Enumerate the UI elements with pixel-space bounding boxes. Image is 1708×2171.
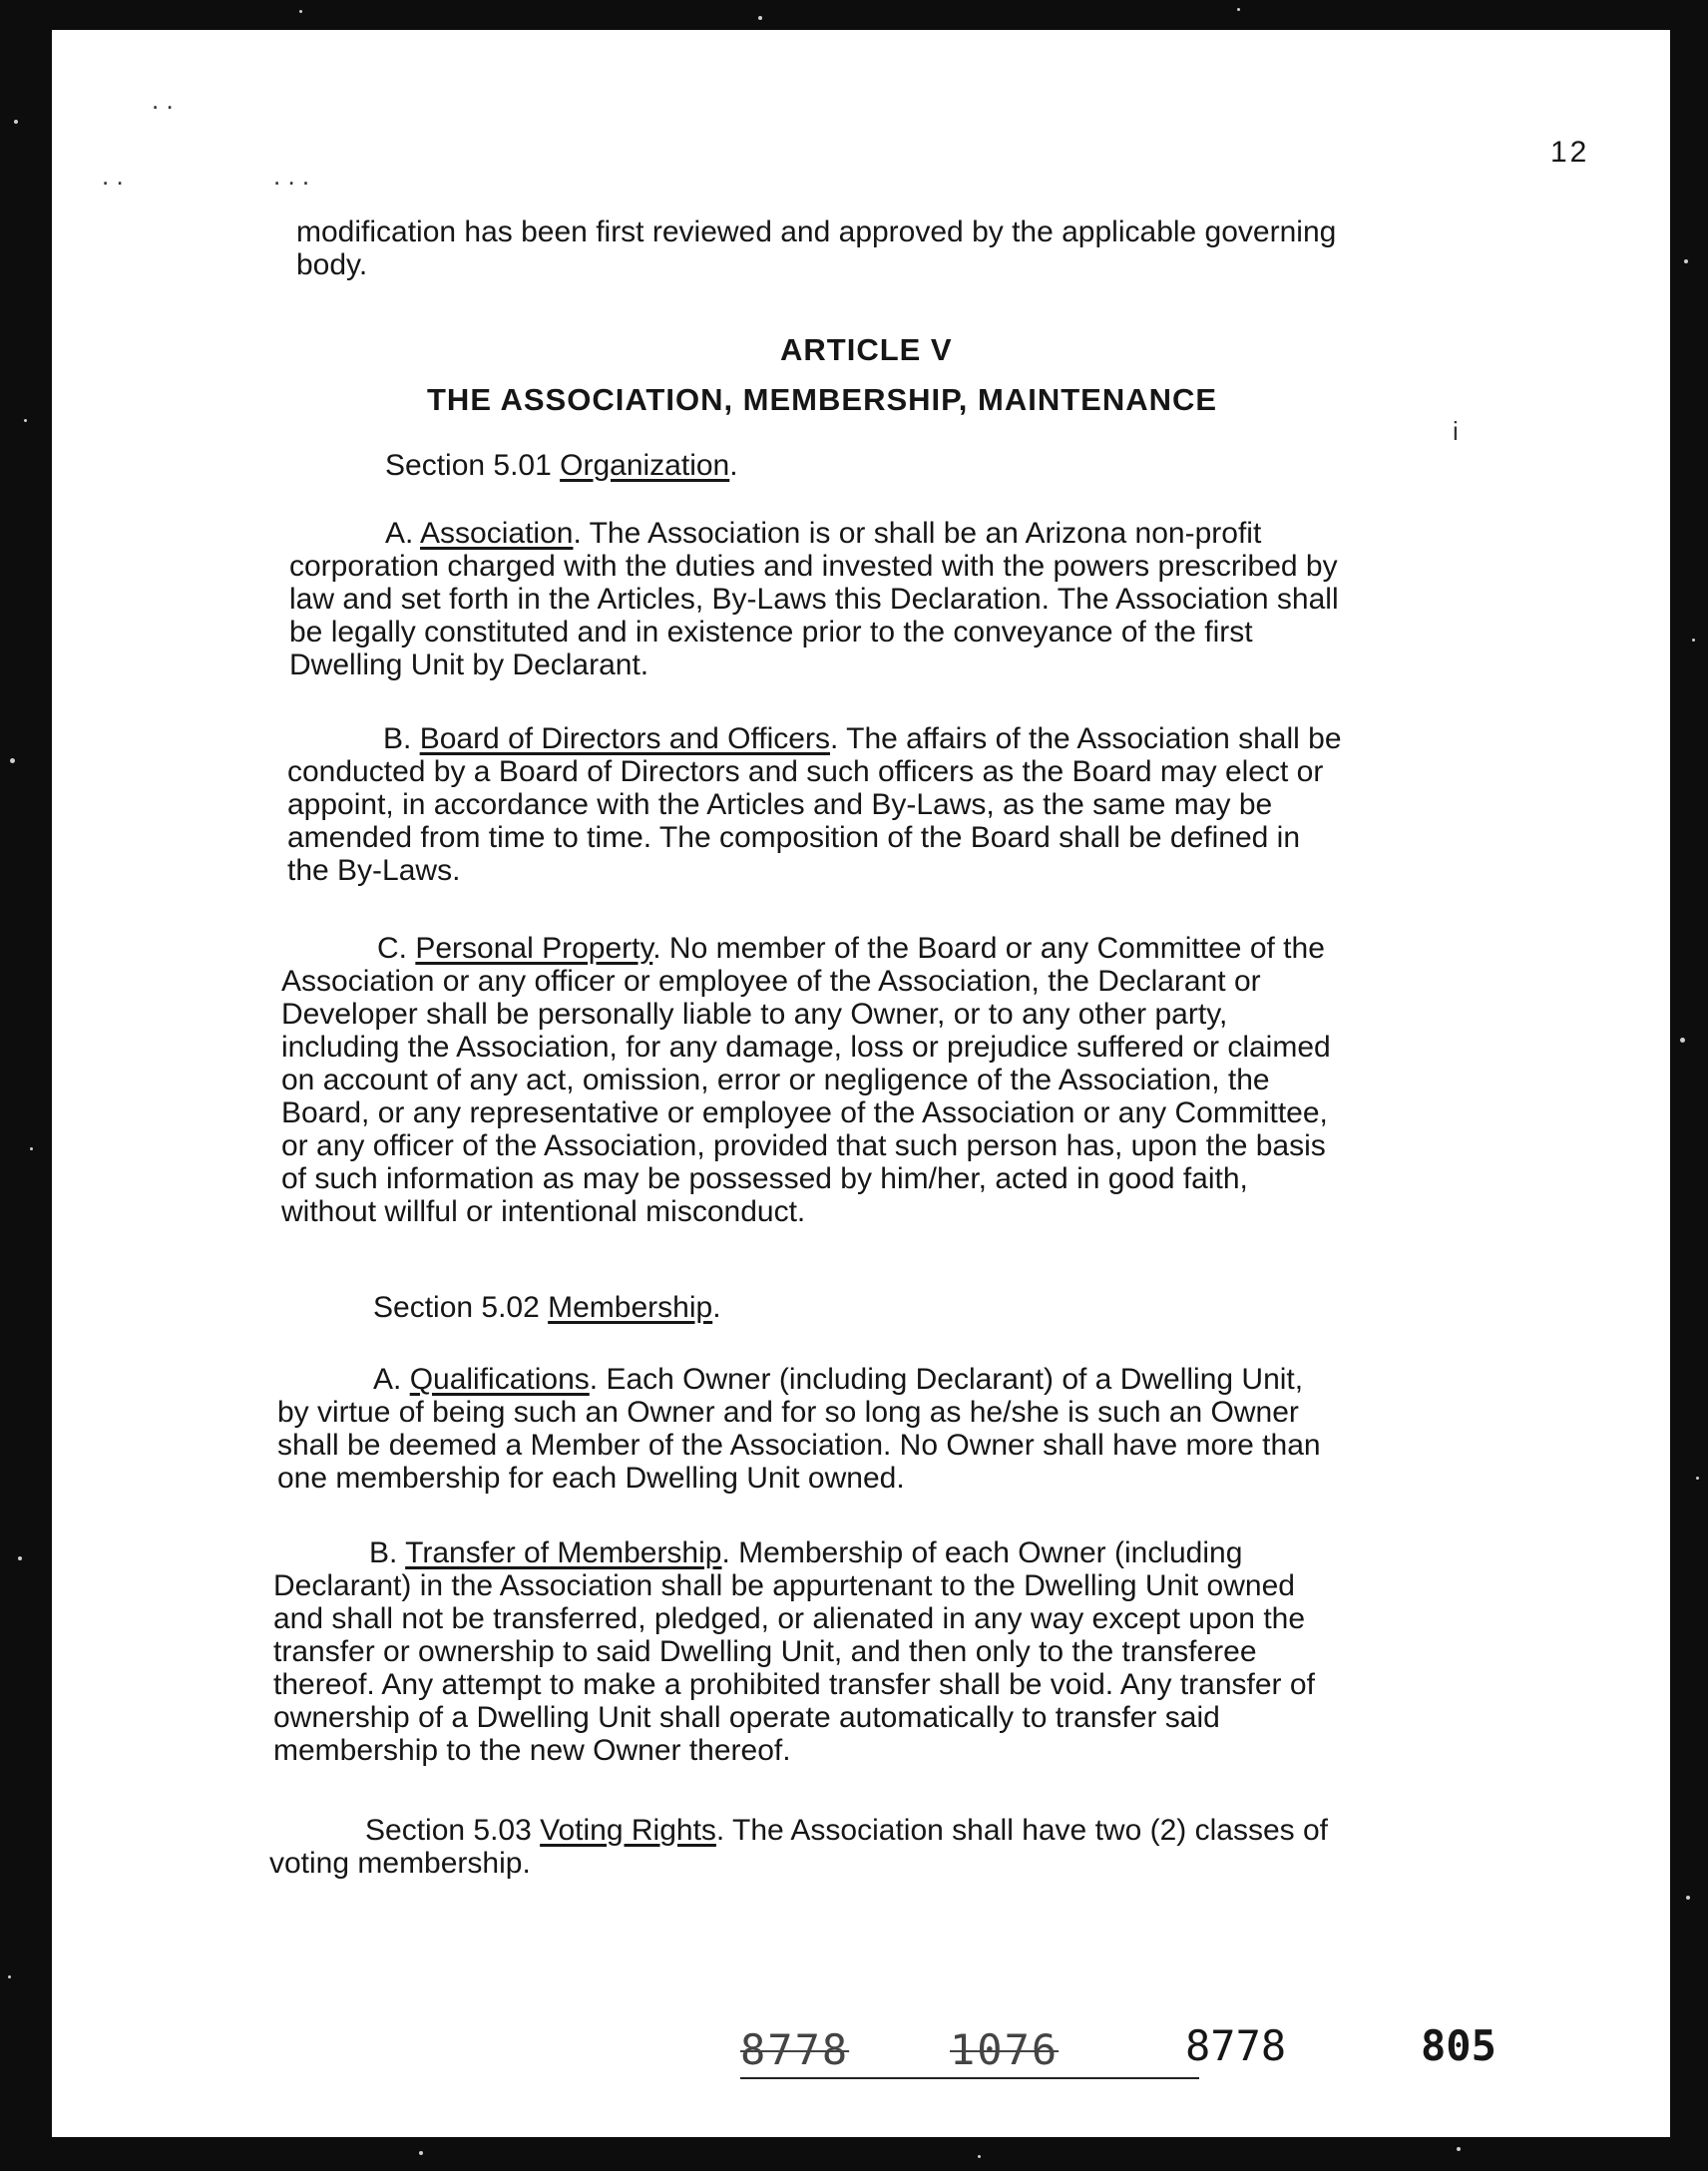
scan-speckle: [14, 120, 18, 124]
text-line: appoint, in accordance with the Articles and By-Laws, as the same may be: [287, 788, 1273, 821]
scan-speckle: [1684, 259, 1688, 263]
scan-speckle: [758, 16, 762, 20]
paragraph-heading: Board of Directors and Officers: [419, 722, 830, 755]
document-page: [52, 30, 1670, 2137]
text-line: and shall not be transferred, pledged, or alienated in any way except upon the: [273, 1602, 1306, 1635]
scan-mark: . .: [152, 85, 174, 115]
text-line: one membership for each Dwelling Unit owned.: [277, 1462, 905, 1495]
text-line: [277, 1363, 1321, 1396]
text-line: the By-Laws.: [287, 854, 461, 887]
text-line: [281, 932, 1331, 965]
scan-speckle: [30, 1147, 33, 1150]
text-line: Declarant) in the Association shall be appurtenant to the Dwelling Unit owned: [273, 1569, 1295, 1602]
text-line: [273, 1536, 1315, 1569]
paragraph-501-c: [281, 932, 1331, 1228]
text-line: voting membership.: [269, 1847, 531, 1880]
paragraph-label: A.: [373, 1363, 410, 1396]
text-line: [287, 722, 1342, 755]
paragraph-501-a: [289, 517, 1339, 681]
text-line: by virtue of being such an Owner and for so long as he/she is such an Owner: [277, 1396, 1299, 1429]
stamp-rule: [740, 2077, 1199, 2079]
scan-speckle: [1692, 639, 1695, 642]
scan-speckle: [18, 1556, 22, 1560]
text-line: Association or any officer or employee of the Association, the Declarant or: [281, 965, 1261, 998]
section-title: Membership: [548, 1291, 713, 1324]
text-line: transfer or ownership to said Dwelling Unit, and then only to the transferee: [273, 1635, 1257, 1668]
text-line: be legally constituted and in existence prior to the conveyance of the first: [289, 616, 1253, 649]
text-run: . The Association is or shall be an Arizona non-profit: [573, 517, 1262, 550]
scan-speckle: [1696, 1477, 1699, 1480]
paragraph-heading: Transfer of Membership: [405, 1536, 722, 1569]
text-line: of such information as may be possessed by him/her, acted in good faith,: [281, 1162, 1248, 1195]
section-title: Voting Rights: [540, 1814, 716, 1847]
text-line: modification has been first reviewed and approved by the applicable governing: [296, 216, 1337, 248]
text-line: law and set forth in the Articles, By-Laws this Declaration. The Association shall: [289, 583, 1339, 616]
text-line: thereof. Any attempt to make a prohibited transfer shall be void. Any transfer of: [273, 1668, 1315, 1701]
page-number: 12: [1550, 136, 1590, 169]
paragraph-label: A.: [385, 517, 421, 550]
text-line: shall be deemed a Member of the Association. No Owner shall have more than: [277, 1429, 1321, 1462]
paragraph-label: C.: [377, 932, 416, 965]
text-line: [289, 517, 1339, 550]
scan-speckle: [24, 419, 27, 422]
punctuation: .: [712, 1291, 721, 1324]
text-line: on account of any act, omission, error or negligence of the Association, the: [281, 1064, 1270, 1096]
section-503: [269, 1814, 1328, 1880]
continuation-text: [296, 216, 1336, 281]
text-line: or any officer of the Association, provided that such person has, upon the basis: [281, 1129, 1326, 1162]
paragraph-501-b: [287, 722, 1342, 887]
scan-speckle: [1237, 8, 1240, 11]
stray-mark: i: [1453, 416, 1459, 446]
stamp-struck-number: 1076: [950, 2025, 1060, 2074]
text-line: corporation charged with the duties and invested with the powers prescribed by: [289, 550, 1338, 583]
text-run: . The Association shall have two (2) classes of: [715, 1814, 1328, 1847]
paragraph-heading: Qualifications: [409, 1363, 590, 1396]
text-run: . No member of the Board or any Committee of the: [652, 932, 1325, 965]
text-line: Dwelling Unit by Declarant.: [289, 649, 649, 681]
scan-speckle: [1686, 1896, 1690, 1900]
scan-speckle: [8, 1975, 11, 1978]
section-title: Organization: [560, 449, 730, 482]
scan-mark: . .: [102, 161, 124, 191]
stamp-page-number: 805: [1421, 2021, 1496, 2070]
text-line: membership to the new Owner thereof.: [273, 1734, 791, 1767]
article-subtitle: THE ASSOCIATION, MEMBERSHIP, MAINTENANCE: [427, 382, 1218, 417]
paragraph-502-b: [273, 1536, 1315, 1767]
paragraph-heading: Personal Property: [415, 932, 653, 965]
scan-speckle: [978, 2155, 981, 2158]
scan-speckle: [299, 10, 302, 13]
text-line: conducted by a Board of Directors and such officers as the Board may elect or: [287, 755, 1324, 788]
punctuation: .: [729, 449, 738, 482]
text-line: amended from time to time. The composition of the Board shall be defined in: [287, 821, 1301, 854]
stamp-book-number: 8778: [1185, 2021, 1287, 2070]
scan-speckle: [1680, 1038, 1685, 1043]
text-line: ownership of a Dwelling Unit shall operate automatically to transfer said: [273, 1701, 1220, 1734]
section-number: Section 5.03: [365, 1814, 541, 1847]
paragraph-502-a: [277, 1363, 1321, 1495]
text-line: Board, or any representative or employee of the Association or any Committee,: [281, 1096, 1328, 1129]
paragraph-heading: Association: [420, 517, 574, 550]
section-502-heading: [373, 1291, 721, 1324]
text-run: . Membership of each Owner (including: [721, 1536, 1243, 1569]
stamp-struck-number: 8778: [740, 2025, 850, 2074]
text-run: . The affairs of the Association shall be: [829, 722, 1342, 755]
paragraph-label: B.: [383, 722, 420, 755]
page-content: [52, 30, 1670, 2137]
scan-speckle: [419, 2151, 423, 2155]
article-title: ARTICLE V: [780, 332, 953, 367]
paragraph-label: B.: [369, 1536, 406, 1569]
text-line: [269, 1814, 1328, 1847]
scan-speckle: [10, 758, 15, 763]
text-line: including the Association, for any damage, loss or prejudice suffered or claimed: [281, 1031, 1331, 1064]
text-line: body.: [296, 248, 368, 281]
text-line: Developer shall be personally liable to any Owner, or to any other party,: [281, 998, 1228, 1031]
scan-speckle: [1457, 2147, 1461, 2151]
section-number: Section 5.01: [385, 449, 561, 482]
section-501-heading: [385, 449, 738, 482]
text-line: without willful or intentional misconduct.: [281, 1195, 806, 1228]
section-number: Section 5.02: [373, 1291, 549, 1324]
scan-mark: . . .: [273, 161, 310, 191]
text-run: . Each Owner (including Declarant) of a Dwelling Unit,: [589, 1363, 1304, 1396]
